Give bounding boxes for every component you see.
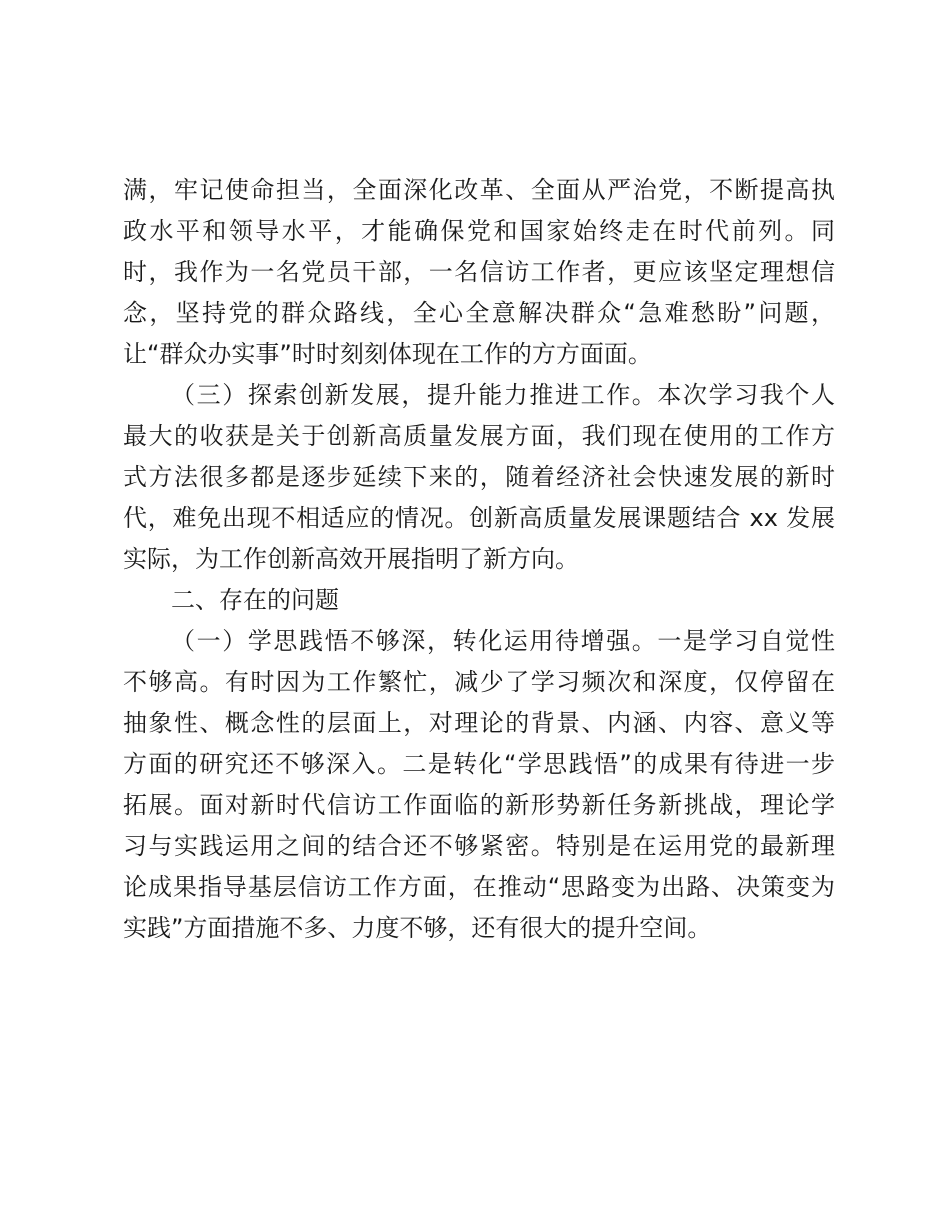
paragraph-line: 实际，为工作创新高效开展指明了新方向。	[123, 545, 579, 573]
paragraph-line: 最大的收获是关于创新高质量发展方面，我们现在使用的工作方	[123, 422, 835, 450]
paragraph-line: 式方法很多都是逐步延续下来的，随着经济社会快速发展的新时	[123, 463, 835, 491]
paragraph-line: 让“群众办实事”时时刻刻体现在工作的方方面面。	[123, 340, 652, 368]
section-heading-line: （一）学思践悟不够深，转化运用待增强。一是学习自觉性	[171, 627, 835, 655]
document-body	[123, 170, 835, 949]
paragraph-line: 拓展。面对新时代信访工作面临的新形势新任务新挑战，理论学	[123, 791, 835, 819]
paragraph-line: 实践”方面措施不多、力度不够，还有很大的提升空间。	[123, 914, 712, 942]
paragraph-line: 不够高。有时因为工作繁忙，减少了学习频次和深度，仅停留在	[123, 668, 835, 696]
paragraph-line: 抽象性、概念性的层面上，对理论的背景、内涵、内容、意义等	[123, 709, 835, 737]
section-heading-line: （三）探索创新发展，提升能力推进工作。本次学习我个人	[171, 381, 835, 409]
paragraph-line: 代，难免出现不相适应的情况。创新高质量发展课题结合 xx 发展	[123, 504, 835, 532]
paragraph-line: 政水平和领导水平，才能确保党和国家始终走在时代前列。同	[123, 217, 835, 245]
paragraph-line: 论成果指导基层信访工作方面，在推动“思路变为出路、决策变为	[123, 873, 835, 901]
paragraph-line: 方面的研究还不够深入。二是转化“学思践悟”的成果有待进一步	[123, 750, 835, 778]
paragraph-line: 满，牢记使命担当，全面深化改革、全面从严治党，不断提高执	[123, 176, 835, 204]
paragraph-line: 念，坚持党的群众路线，全心全意解决群众“急难愁盼”问题，	[123, 299, 835, 327]
paragraph-line: 时，我作为一名党员干部，一名信访工作者，更应该坚定理想信	[123, 258, 835, 286]
section-title: 二、存在的问题	[171, 586, 339, 614]
paragraph-line: 习与实践运用之间的结合还不够紧密。特别是在运用党的最新理	[123, 832, 835, 860]
